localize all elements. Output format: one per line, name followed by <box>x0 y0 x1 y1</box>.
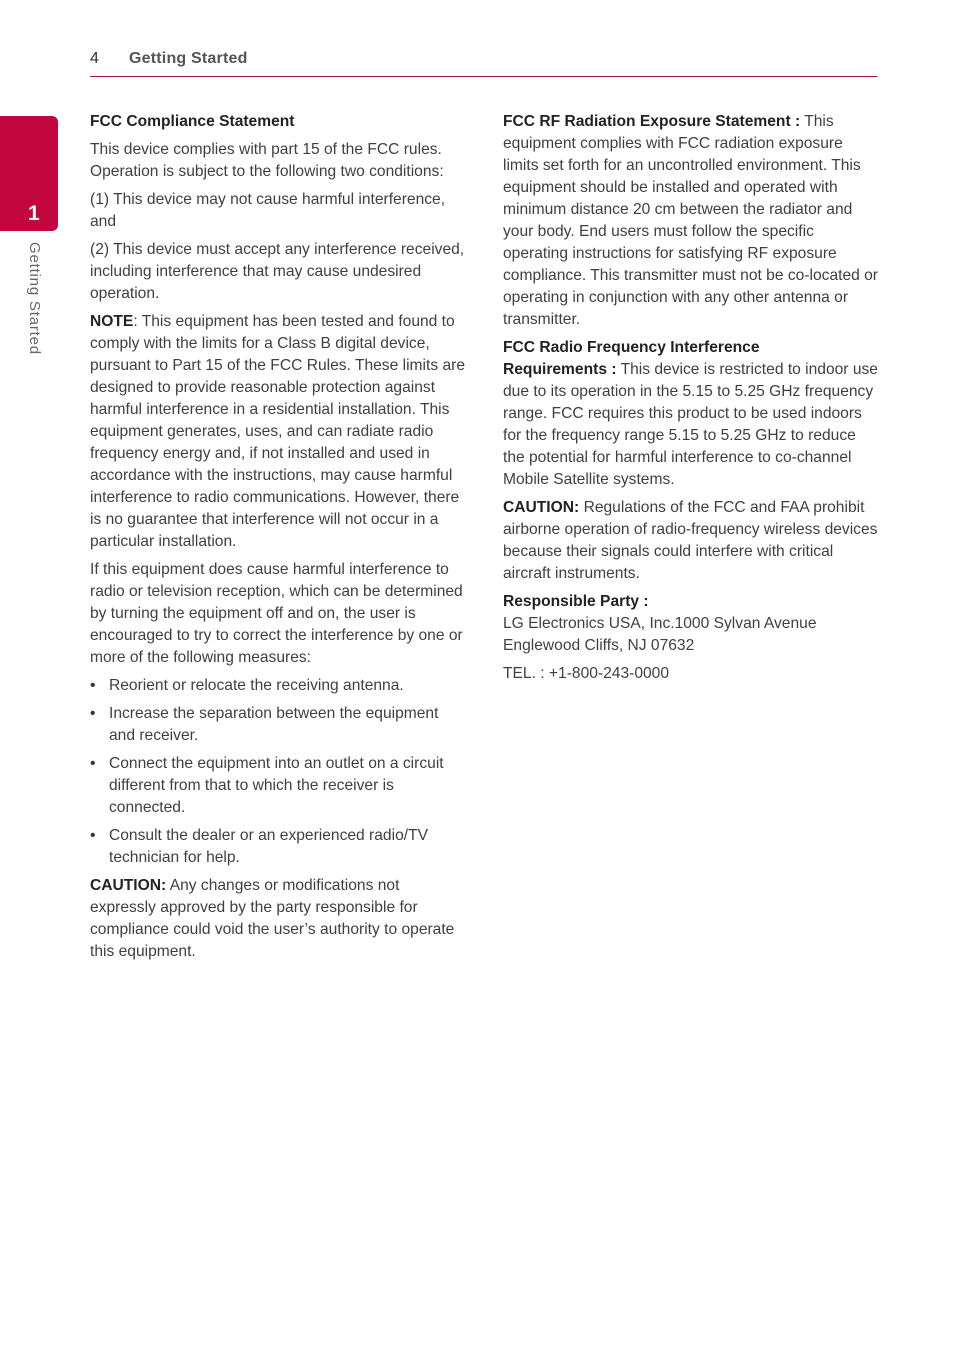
faa-caution-paragraph <box>503 497 879 585</box>
caution-text: Any changes or modifications not expressly approved by the party responsible for compliance could void the user’s authority to operate this equipment. <box>90 877 455 960</box>
rfi-text: This device is restricted to indoor use due to its operation in the 5.15 to 5.25 GHz frequency range. FCC requires this product to be used indoors for the frequency range 5.15 to 5.25 GHz to reduce the potential for harmful interference to co-channel Mobile Satellite systems. <box>503 361 878 488</box>
left-column <box>90 111 466 969</box>
fcc-compliance-heading: FCC Compliance Statement <box>90 113 295 130</box>
rfi-heading: FCC Radio Frequency Interference <box>503 339 760 356</box>
list-item: • Reorient or relocate the receiving antenna. <box>90 675 466 697</box>
chapter-tab <box>0 116 58 231</box>
list-item: • Connect the equipment into an outlet on a circuit different from that to which the receiver is connected. <box>90 753 466 819</box>
compliance-intro: This device complies with part 15 of the FCC rules. Operation is subject to the following two conditions: <box>90 141 444 180</box>
measures-intro: If this equipment does cause harmful interference to radio or television reception, which can be determined by turning the equipment off and on, the user is encouraged to try to correct the interference by one or more of the following measures: <box>90 561 463 666</box>
condition-1: (1) This device may not cause harmful interference, and <box>90 191 446 230</box>
page-number: 4 <box>90 50 99 67</box>
faa-caution-label: CAUTION: <box>503 499 580 516</box>
caution-label: CAUTION: <box>90 877 167 894</box>
rf-exposure-paragraph <box>503 111 879 331</box>
right-column <box>503 111 879 691</box>
telephone: TEL. : +1-800-243-0000 <box>503 665 670 682</box>
condition-2: (2) This device must accept any interference received, including interference that may cause undesired operation. <box>90 241 465 302</box>
list-item: • Consult the dealer or an experienced radio/TV technician for help. <box>90 825 466 869</box>
measures-list <box>90 675 466 869</box>
chapter-label: Getting Started <box>26 242 43 355</box>
rfi-paragraph <box>503 359 879 491</box>
note-label: NOTE <box>90 313 134 330</box>
responsible-party-heading: Responsible Party : <box>503 593 649 610</box>
header-title: Getting Started <box>129 50 248 67</box>
chapter-number: 1 <box>28 202 40 225</box>
address-line-2: Englewood Cliffs, NJ 07632 <box>503 637 695 654</box>
rf-exposure-label: FCC RF Radiation Exposure Statement : <box>503 113 801 130</box>
page-header <box>90 46 877 77</box>
rfi-label: Requirements : <box>503 361 617 378</box>
address-line-1: LG Electronics USA, Inc.1000 Sylvan Avenue <box>503 615 817 632</box>
list-item: • Increase the separation between the equipment and receiver. <box>90 703 466 747</box>
note-paragraph <box>90 311 466 553</box>
note-text: : This equipment has been tested and found to comply with the limits for a Class B digital device, pursuant to Part 15 of the FCC Rules. These limits are designed to provide reasonable protection against harmful interference in a residential installation. This equipment generates, uses, and can radiate radio frequency energy and, if not installed and used in accordance with the instructions, may cause harmful interference to radio communications. However, there is no guarantee that interference will not occur in a particular installation. <box>90 313 465 550</box>
caution-paragraph <box>90 875 466 963</box>
responsible-party-address <box>503 613 879 657</box>
faa-caution-text: Regulations of the FCC and FAA prohibit airborne operation of radio-frequency wireless devices because their signals could interfere with critical aircraft instruments. <box>503 499 878 582</box>
rf-exposure-text: This equipment complies with FCC radiation exposure limits set forth for an uncontrolled environment. This equipment should be installed and operated with minimum distance 20 cm between the radiator and your body. End users must follow the specific operating instructions for satisfying RF exposure compliance. This transmitter must not be co-located or operating in conjunction with any other antenna or transmitter. <box>503 113 878 328</box>
